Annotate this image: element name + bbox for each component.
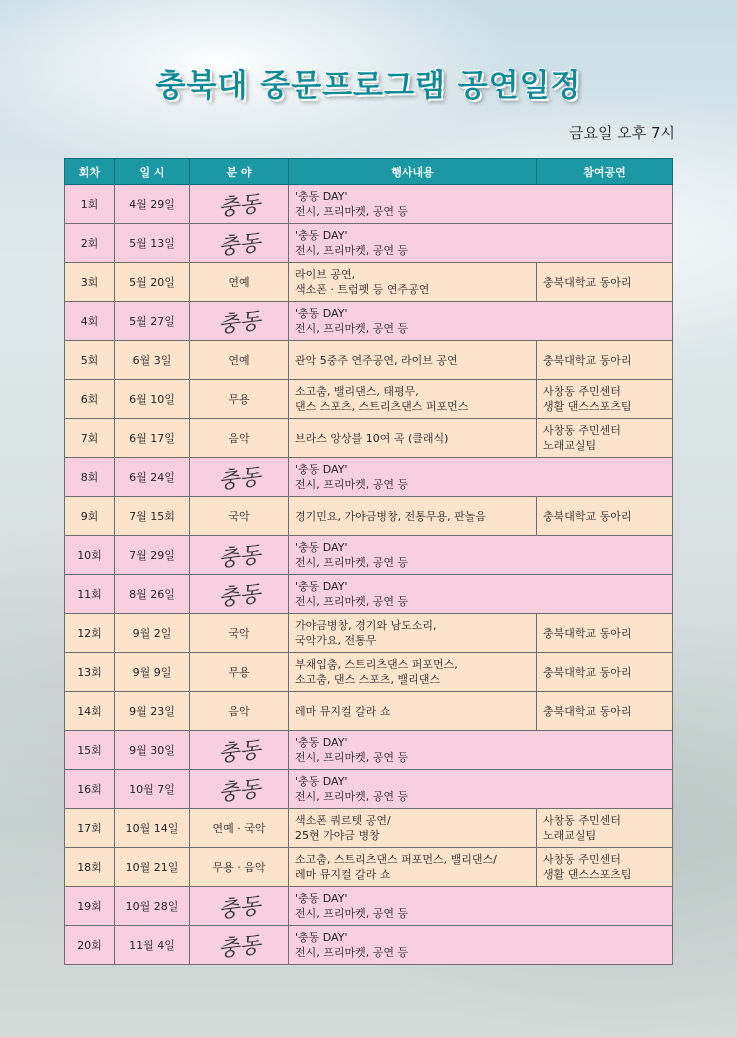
participant-line: 사창동 주민센터 bbox=[543, 424, 621, 437]
round-cell: 2회 bbox=[65, 224, 115, 263]
date-cell: 6월 3일 bbox=[115, 341, 190, 380]
participant-line: 충북대학교 동아리 bbox=[543, 704, 632, 718]
table-row bbox=[65, 263, 673, 302]
participants-cell bbox=[537, 497, 673, 536]
table-row bbox=[65, 224, 673, 263]
content-cell bbox=[289, 341, 537, 380]
field-cell bbox=[190, 458, 289, 497]
chungdong-logo-icon: 충동 bbox=[216, 230, 262, 260]
content-cell bbox=[289, 263, 537, 302]
field-cell: 연예 bbox=[190, 341, 289, 380]
date-cell: 10월 28일 bbox=[115, 887, 190, 926]
participant-line: 충북대학교 동아리 bbox=[543, 626, 632, 640]
header-participants: 참여공연 bbox=[537, 159, 673, 185]
time-note: 금요일 오후 7시 bbox=[568, 124, 675, 142]
participants-cell bbox=[537, 380, 673, 419]
content-line: 가야금병창, 경기와 남도소리, bbox=[295, 619, 437, 632]
round-cell: 19회 bbox=[65, 887, 115, 926]
date-cell: 6월 10일 bbox=[115, 380, 190, 419]
content-cell bbox=[289, 926, 673, 965]
participants-cell bbox=[537, 614, 673, 653]
date-cell: 4월 29일 bbox=[115, 185, 190, 224]
field-cell bbox=[190, 185, 289, 224]
participant-line: 충북대학교 동아리 bbox=[543, 665, 632, 679]
participant-line: 노래교실팀 bbox=[543, 829, 597, 842]
content-cell bbox=[289, 653, 537, 692]
table-row bbox=[65, 458, 673, 497]
table-row bbox=[65, 653, 673, 692]
table-row bbox=[65, 848, 673, 887]
table-row bbox=[65, 926, 673, 965]
content-cell bbox=[289, 536, 673, 575]
content-line: 전시, 프리마켓, 공연 등 bbox=[295, 556, 409, 569]
content-cell bbox=[289, 419, 537, 458]
content-line: '충동 DAY' bbox=[295, 190, 348, 203]
participant-line: 생활 댄스스포츠팀 bbox=[543, 400, 632, 413]
round-cell: 6회 bbox=[65, 380, 115, 419]
table-row bbox=[65, 419, 673, 458]
table-row bbox=[65, 497, 673, 536]
table-header-row bbox=[65, 159, 673, 185]
content-line: '충동 DAY' bbox=[295, 736, 348, 749]
table-row bbox=[65, 536, 673, 575]
content-line: 전시, 프리마켓, 공연 등 bbox=[295, 751, 409, 764]
content-line: 색소폰 쿼르텟 공연/ bbox=[295, 814, 391, 827]
round-cell: 7회 bbox=[65, 419, 115, 458]
round-cell: 1회 bbox=[65, 185, 115, 224]
table-row bbox=[65, 302, 673, 341]
field-cell bbox=[190, 887, 289, 926]
chungdong-logo-icon: 충동 bbox=[216, 308, 262, 338]
participant-line: 충북대학교 동아리 bbox=[543, 509, 632, 523]
field-cell: 연예 · 국악 bbox=[190, 809, 289, 848]
participants-cell bbox=[537, 419, 673, 458]
content-cell bbox=[289, 380, 537, 419]
content-cell bbox=[289, 458, 673, 497]
date-cell: 10월 14일 bbox=[115, 809, 190, 848]
table-row bbox=[65, 341, 673, 380]
content-line: 전시, 프리마켓, 공연 등 bbox=[295, 946, 409, 959]
date-cell: 5월 27일 bbox=[115, 302, 190, 341]
field-cell: 연예 bbox=[190, 263, 289, 302]
participant-line: 노래교실팀 bbox=[543, 439, 597, 452]
content-line: 소고춤, 밸리댄스, 태평무, bbox=[295, 385, 419, 398]
content-line: 전시, 프리마켓, 공연 등 bbox=[295, 205, 409, 218]
date-cell: 9월 30일 bbox=[115, 731, 190, 770]
content-line: '충동 DAY' bbox=[295, 775, 348, 788]
schedule-table bbox=[64, 158, 673, 965]
schedule-body bbox=[65, 185, 673, 965]
content-line: '충동 DAY' bbox=[295, 931, 348, 944]
content-line: 전시, 프리마켓, 공연 등 bbox=[295, 595, 409, 608]
round-cell: 9회 bbox=[65, 497, 115, 536]
content-line: 색소폰 · 트럼펫 등 연주공연 bbox=[295, 283, 430, 296]
content-line: '충동 DAY' bbox=[295, 892, 348, 905]
content-cell bbox=[289, 809, 537, 848]
field-cell bbox=[190, 770, 289, 809]
content-cell bbox=[289, 731, 673, 770]
round-cell: 20회 bbox=[65, 926, 115, 965]
field-cell bbox=[190, 575, 289, 614]
content-line: 25현 가야금 병창 bbox=[295, 829, 380, 842]
round-cell: 8회 bbox=[65, 458, 115, 497]
date-cell: 7월 15회 bbox=[115, 497, 190, 536]
table-row bbox=[65, 887, 673, 926]
chungdong-logo-icon: 충동 bbox=[216, 581, 262, 611]
table-row bbox=[65, 575, 673, 614]
date-cell: 7월 29일 bbox=[115, 536, 190, 575]
content-line: 전시, 프리마켓, 공연 등 bbox=[295, 790, 409, 803]
participants-cell bbox=[537, 692, 673, 731]
content-line: 레마 뮤지컬 갈라 쇼 bbox=[295, 868, 391, 881]
header-round: 회차 bbox=[65, 159, 115, 185]
table-row bbox=[65, 731, 673, 770]
table-row bbox=[65, 692, 673, 731]
date-cell: 11월 4일 bbox=[115, 926, 190, 965]
content-line: 경기민요, 가야금병창, 전통무용, 판놀음 bbox=[295, 509, 486, 523]
field-cell bbox=[190, 302, 289, 341]
content-line: 레마 뮤지컬 갈라 쇼 bbox=[295, 704, 391, 718]
participant-line: 사창동 주민센터 bbox=[543, 385, 621, 398]
date-cell: 9월 9일 bbox=[115, 653, 190, 692]
date-cell: 10월 21일 bbox=[115, 848, 190, 887]
field-cell bbox=[190, 926, 289, 965]
content-line: '충동 DAY' bbox=[295, 307, 348, 320]
field-cell: 국악 bbox=[190, 614, 289, 653]
table-row bbox=[65, 809, 673, 848]
round-cell: 17회 bbox=[65, 809, 115, 848]
chungdong-logo-icon: 충동 bbox=[216, 893, 262, 923]
header-date: 일 시 bbox=[115, 159, 190, 185]
date-cell: 6월 24일 bbox=[115, 458, 190, 497]
round-cell: 16회 bbox=[65, 770, 115, 809]
round-cell: 3회 bbox=[65, 263, 115, 302]
content-line: 부채입춤, 스트리츠댄스 퍼포먼스, bbox=[295, 658, 458, 671]
content-cell bbox=[289, 848, 537, 887]
content-line: 댄스 스포츠, 스트리츠댄스 퍼포먼스 bbox=[295, 400, 469, 413]
chungdong-logo-icon: 충동 bbox=[216, 776, 262, 806]
header-content: 행사내용 bbox=[289, 159, 537, 185]
round-cell: 5회 bbox=[65, 341, 115, 380]
participants-cell bbox=[537, 848, 673, 887]
participant-line: 충북대학교 동아리 bbox=[543, 353, 632, 367]
table-row bbox=[65, 770, 673, 809]
round-cell: 11회 bbox=[65, 575, 115, 614]
table-row bbox=[65, 380, 673, 419]
chungdong-logo-icon: 충동 bbox=[216, 191, 262, 221]
content-cell bbox=[289, 185, 673, 224]
content-cell bbox=[289, 575, 673, 614]
content-cell bbox=[289, 692, 537, 731]
date-cell: 9월 23일 bbox=[115, 692, 190, 731]
round-cell: 10회 bbox=[65, 536, 115, 575]
participants-cell bbox=[537, 653, 673, 692]
content-cell bbox=[289, 887, 673, 926]
round-cell: 18회 bbox=[65, 848, 115, 887]
content-line: '충동 DAY' bbox=[295, 229, 348, 242]
content-line: 소고춤, 스트리츠댄스 퍼포먼스, 밸리댄스/ bbox=[295, 853, 497, 866]
content-line: 관악 5중주 연주공연, 라이브 공연 bbox=[295, 353, 458, 367]
chungdong-logo-icon: 충동 bbox=[216, 464, 262, 494]
participants-cell bbox=[537, 809, 673, 848]
participant-line: 충북대학교 동아리 bbox=[543, 275, 632, 289]
field-cell: 국악 bbox=[190, 497, 289, 536]
field-cell: 무용 bbox=[190, 380, 289, 419]
field-cell: 음악 bbox=[190, 692, 289, 731]
content-line: 전시, 프리마켓, 공연 등 bbox=[295, 907, 409, 920]
content-line: 전시, 프리마켓, 공연 등 bbox=[295, 322, 409, 335]
content-line: 전시, 프리마켓, 공연 등 bbox=[295, 244, 409, 257]
field-cell: 무용 bbox=[190, 653, 289, 692]
field-cell bbox=[190, 224, 289, 263]
participant-line: 사창동 주민센터 bbox=[543, 853, 621, 866]
content-line: '충동 DAY' bbox=[295, 541, 348, 554]
date-cell: 9월 2일 bbox=[115, 614, 190, 653]
round-cell: 4회 bbox=[65, 302, 115, 341]
round-cell: 13회 bbox=[65, 653, 115, 692]
header-field: 분 야 bbox=[190, 159, 289, 185]
table-row bbox=[65, 185, 673, 224]
table-row bbox=[65, 614, 673, 653]
field-cell bbox=[190, 731, 289, 770]
date-cell: 5월 13일 bbox=[115, 224, 190, 263]
content-cell bbox=[289, 497, 537, 536]
chungdong-logo-icon: 충동 bbox=[216, 932, 262, 962]
field-cell bbox=[190, 536, 289, 575]
content-line: 라이브 공연, bbox=[295, 268, 356, 281]
round-cell: 14회 bbox=[65, 692, 115, 731]
page-title: 충북대 중문프로그램 공연일정 bbox=[155, 68, 582, 104]
chungdong-logo-icon: 충동 bbox=[216, 737, 262, 767]
content-line: '충동 DAY' bbox=[295, 463, 348, 476]
field-cell: 음악 bbox=[190, 419, 289, 458]
round-cell: 12회 bbox=[65, 614, 115, 653]
content-line: 국악가요, 전통무 bbox=[295, 634, 377, 647]
date-cell: 5월 20일 bbox=[115, 263, 190, 302]
date-cell: 10월 7일 bbox=[115, 770, 190, 809]
participant-line: 사창동 주민센터 bbox=[543, 814, 621, 827]
date-cell: 8월 26일 bbox=[115, 575, 190, 614]
date-cell: 6월 17일 bbox=[115, 419, 190, 458]
content-cell bbox=[289, 224, 673, 263]
content-cell bbox=[289, 770, 673, 809]
content-line: 전시, 프리마켓, 공연 등 bbox=[295, 478, 409, 491]
content-line: '충동 DAY' bbox=[295, 580, 348, 593]
field-cell: 무용 · 음악 bbox=[190, 848, 289, 887]
participants-cell bbox=[537, 341, 673, 380]
round-cell: 15회 bbox=[65, 731, 115, 770]
content-line: 브라스 앙상블 10여 곡 (클래식) bbox=[295, 431, 449, 445]
chungdong-logo-icon: 충동 bbox=[216, 542, 262, 572]
participant-line: 생활 댄스스포츠팀 bbox=[543, 868, 632, 881]
content-cell bbox=[289, 302, 673, 341]
content-cell bbox=[289, 614, 537, 653]
participants-cell bbox=[537, 263, 673, 302]
content-line: 소고춤, 댄스 스포츠, 밸리댄스 bbox=[295, 673, 440, 686]
